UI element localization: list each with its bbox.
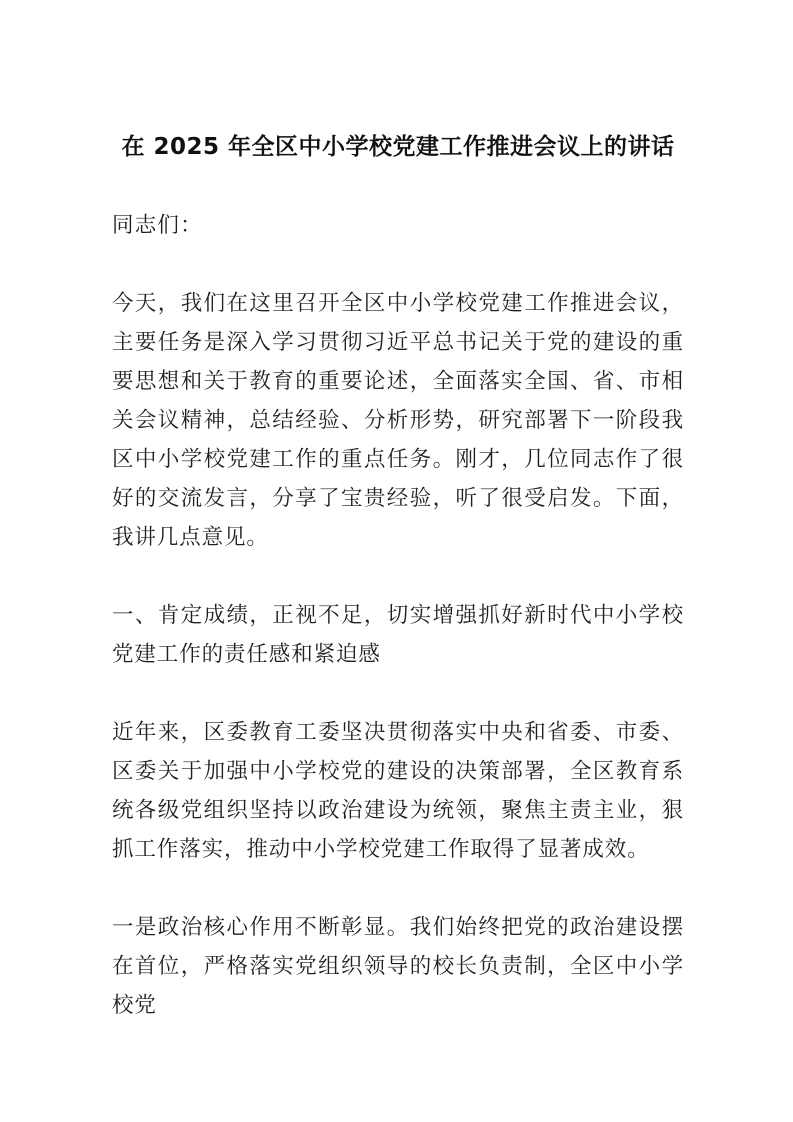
document-body (112, 128, 684, 1025)
paragraph-section-one-body: 近年来，区委教育工委坚决贯彻落实中央和省委、市委、区委关于加强中小学校党的建设的决策部署，全区教育系统各级党组织坚持以政治建设为统领，聚焦主责主业，狠抓工作落实，推动中小学校党建工作取得了显著成效。 (112, 720, 684, 862)
section-heading-one: 一、肯定成绩，正视不足，切实增强抓好新时代中小学校党建工作的责任感和紧迫感 (112, 603, 684, 667)
paragraph-opening: 今天，我们在这里召开全区中小学校党建工作推进会议，主要任务是深入学习贯彻习近平总书记关于党的建设的重要思想和关于教育的重要论述，全面落实全国、省、市相关会议精神，总结经验、分析形势，研究部署下一阶段我区中小学校党建工作的重点任务。刚才，几位同志作了很好的交流发言，分享了宝贵经验，听了很受启发。下面，我讲几点意见。 (112, 291, 684, 550)
page-title: 在 2025 年全区中小学校党建工作推进会议上的讲话 (121, 134, 675, 160)
title-spacer (112, 167, 684, 206)
paragraph-salutation: 同志们： (112, 213, 203, 238)
paragraph-point-one: 一是政治核心作用不断彰显。我们始终把党的政治建设摆在首位，严格落实党组织领导的校长负责制，全区中小学校党 (112, 915, 684, 1018)
